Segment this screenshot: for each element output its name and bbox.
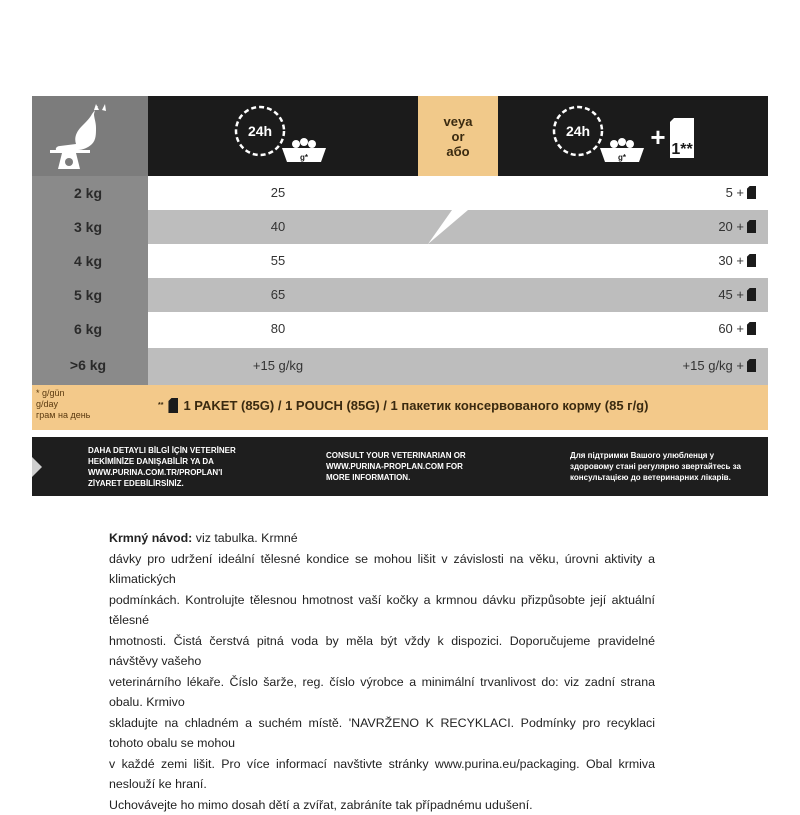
dry-amount: 55 <box>148 253 408 268</box>
pouch-icon <box>747 288 756 301</box>
gram-unit-label-2: g* <box>618 153 627 162</box>
pouch-icon <box>747 254 756 267</box>
mixed-header <box>498 96 768 176</box>
pouch-definition: ** 1 PAKET (85G) / 1 POUCH (85G) / 1 пакетик консервованого корму (85 г/g) <box>158 398 648 413</box>
plus-sign: + <box>650 122 665 152</box>
cat-scale-header <box>32 96 148 176</box>
mixed-amount: 5 + <box>726 185 756 200</box>
pouch-icon <box>747 186 756 199</box>
24h-label: 24h <box>248 123 272 139</box>
info-english: CONSULT YOUR VETERINARIAN OR WWW.PURINA-PROPLAN.COM FOR MORE INFORMATION. <box>326 450 486 483</box>
weight-label: 2 kg <box>32 185 144 201</box>
dry-amount: 80 <box>148 321 408 336</box>
pouch-icon <box>747 220 756 233</box>
dry-amount: 25 <box>148 185 408 200</box>
instructions-line: Krmný návod: viz tabulka. Krmné <box>109 528 655 549</box>
mixed-amount: 45 + <box>718 287 756 302</box>
instructions-line: veterinárního lékaře. Číslo šarže, reg. číslo výrobce a minimální trvanlivost do: viz zadní strana obalu. Krmivo <box>109 672 655 713</box>
instructions-line: v každé zemi lišit. Pro více informací navštivte stránky www.purina.eu/packaging. Obal krmiva neslouží ke hraní. <box>109 754 655 795</box>
pouch-count-label: 1** <box>671 141 693 158</box>
gram-unit-label: g* <box>300 153 309 162</box>
units-legend: * g/gün g/day грам на день <box>36 388 90 421</box>
table-row <box>148 210 768 244</box>
or-word-tr: veya <box>444 114 473 129</box>
info-ukrainian: Для підтримки Вашого улюбленця у здоровому стані регулярно звертайтесь за консультацією до ветеринарних лікарів. <box>570 450 750 483</box>
instructions-line: Uchovávejte ho mimo dosah dětí a zvířat, zabráníte tak případnému udušení. <box>109 795 655 815</box>
dry-only-header <box>148 96 418 176</box>
24h-label-2: 24h <box>566 123 590 139</box>
or-word-en: or <box>452 129 465 144</box>
instructions-line: podmínkách. Kontrolujte tělesnou hmotnost vaší kočky a krmnou dávku přizpůsobte její aktuální tělesné <box>109 590 655 631</box>
cat-on-scale-icon <box>32 96 148 176</box>
instructions-line: dávky pro udržení ideální tělesné kondice se mohou lišit v závislosti na věku, úrovni aktivity a klimatických <box>109 549 655 590</box>
instructions-line: hmotnosti. Čistá čerstvá pitná voda by měla být vždy k dispozici. Doporučujeme pravidelné návštěvy vašeho <box>109 631 655 672</box>
mixed-amount: 20 + <box>718 219 756 234</box>
mixed-amount: 60 + <box>718 321 756 336</box>
or-header <box>418 96 498 176</box>
table-row <box>148 348 768 385</box>
dry-amount: 65 <box>148 287 408 302</box>
or-word-ua: або <box>446 144 469 159</box>
info-turkish: DAHA DETAYLI BİLGİ İÇİN VETERİNER HEKİMİNİZE DANIŞABİLİR YA DA WWW.PURINA.COM.TR/PROPLAN'I ZİYARET EDEBİLİRSİNİZ. <box>88 445 248 489</box>
mixed-amount: 30 + <box>718 253 756 268</box>
pouch-icon <box>168 398 178 413</box>
vet-info-band <box>32 437 768 496</box>
weight-label: 5 kg <box>32 287 144 303</box>
pouch-icon <box>747 322 756 335</box>
instructions-line: skladujte na chladném a suchém místě. 'NAVRŽENO K RECYKLACI. Podmínky pro recyklaci tohoto obalu se mohou <box>109 713 655 754</box>
weight-label: 3 kg <box>32 219 144 235</box>
clock-bowl-pouch-icon <box>498 96 768 176</box>
table-row <box>148 278 768 312</box>
pouch-icon <box>747 359 756 372</box>
table-row <box>148 244 768 278</box>
dry-amount: +15 g/kg <box>148 358 408 373</box>
feeding-instructions <box>109 528 655 815</box>
arrow-icon <box>32 457 42 477</box>
mixed-amount: +15 g/kg + <box>683 358 756 373</box>
table-row <box>148 312 768 346</box>
feeding-table <box>32 96 768 496</box>
instructions-lead: Krmný návod: <box>109 531 192 545</box>
weight-label: 4 kg <box>32 253 144 269</box>
weight-label: >6 kg <box>32 357 144 373</box>
weight-label: 6 kg <box>32 321 144 337</box>
table-row <box>148 176 768 210</box>
clock-bowl-icon <box>148 96 418 176</box>
dry-amount: 40 <box>148 219 408 234</box>
pouch-note <box>32 385 768 430</box>
